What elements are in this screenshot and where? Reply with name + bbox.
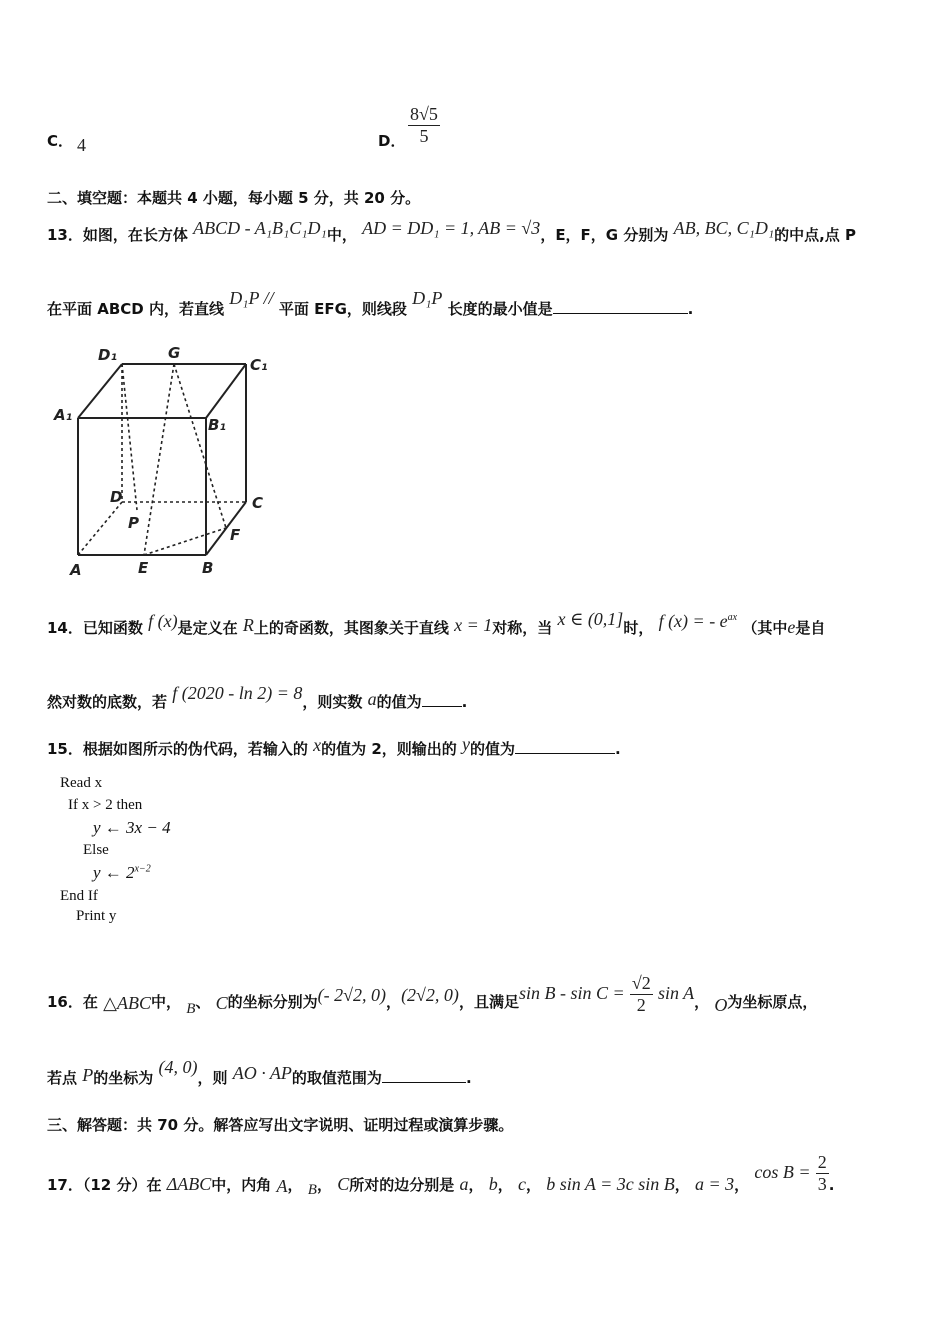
q14-func-exponent: ax: [727, 612, 738, 623]
q16-c: C: [215, 993, 228, 1013]
q14-e: e: [787, 617, 796, 637]
q13-line-expr: D₁P //: [229, 288, 274, 308]
dashed-g-f: [174, 364, 226, 528]
option-c-label: C．: [47, 132, 74, 150]
hidden-edge-a-d: [78, 502, 122, 555]
label-c1: C₁: [250, 356, 268, 374]
q15-text-2: 的值为 2，则输出的: [321, 740, 457, 758]
q13-end: .: [687, 300, 694, 318]
q17-triangle: ΔABC: [166, 1174, 212, 1194]
q17-angle-c: C: [337, 1174, 350, 1194]
q17-comma-7: ，: [734, 1176, 750, 1194]
q16-text-2: 中，: [150, 993, 181, 1011]
q13-text-5: 在平面 ABCD 内，若直线: [47, 300, 224, 318]
q17-equation-1: b sin A = 3c sin B: [546, 1174, 675, 1194]
q16-p-coord: (4, 0): [158, 1057, 198, 1077]
q16-text-1: 在: [82, 993, 98, 1011]
q14-text-5: 时，: [623, 619, 654, 637]
edge-b1-c1: [206, 364, 246, 418]
q16-text-11: ，则: [197, 1069, 228, 1087]
label-d: D: [110, 488, 123, 506]
q13-text-2: 中，: [326, 226, 357, 244]
q16-eq-right: sin A: [657, 983, 695, 1003]
q13-segment: D₁P: [412, 288, 443, 308]
code-line-6: End If: [60, 888, 98, 904]
dashed-g-e: [144, 364, 174, 555]
q14-symmetry-line: x = 1: [454, 615, 493, 635]
q16-answer-blank[interactable]: [382, 1068, 466, 1083]
q17-cos-denominator: 3: [817, 1174, 827, 1194]
question-15: [47, 734, 621, 759]
code-line-3: y ← 3x − 4: [93, 818, 171, 837]
q16-text-12: 的取值范围为: [291, 1069, 382, 1087]
q16-point-c: (2√2, 0): [401, 985, 459, 1005]
label-b: B: [202, 559, 214, 577]
option-d-denominator: 5: [419, 126, 429, 146]
q15-text-3: 的值为: [470, 740, 516, 758]
q14-function: f (x): [148, 611, 178, 631]
label-c: C: [252, 494, 264, 512]
option-d-value: [408, 104, 440, 147]
q14-end: .: [461, 693, 468, 711]
question-13-line-1: [47, 218, 857, 245]
section-3-heading: 三、解答题：共 70 分。解答应写出文字说明、证明过程或演算步骤。: [47, 1116, 514, 1134]
q17-side-a: a: [459, 1174, 469, 1194]
q16-text-5: ，: [386, 993, 402, 1011]
q16-number: 16．: [47, 993, 83, 1011]
label-b1: B₁: [208, 416, 227, 434]
question-16-line-1: [47, 973, 818, 1024]
q17-end: .: [828, 1176, 835, 1194]
q16-dot-product: AO · AP: [232, 1063, 292, 1083]
q16-eq-left: sin B - sin C =: [518, 983, 625, 1003]
q13-text-6: 平面 EFG，则线段: [278, 300, 407, 318]
option-d-label: D．: [378, 132, 406, 150]
q14-text-9: ，则实数: [302, 693, 363, 711]
q17-number: 17．: [47, 1176, 83, 1194]
q13-text-3: ，E，F，G 分别为: [540, 226, 669, 244]
q14-condition: f (2020 - ln 2) = 8: [172, 683, 303, 703]
q17-text-2: 中，内角: [211, 1176, 272, 1194]
code-line-1: Read x: [60, 775, 103, 791]
edge-a1-d1: [78, 364, 122, 418]
q14-number: 14．: [47, 619, 83, 637]
q14-text-6: （其中: [742, 619, 788, 637]
q13-text-4: 的中点,点 P: [774, 226, 857, 244]
q17-comma-6: ，: [674, 1176, 690, 1194]
q13-solid: ABCD - A₁B₁C₁D₁: [193, 218, 327, 238]
q16-eq-fraction: [630, 973, 653, 1016]
code-line-5: [93, 863, 151, 883]
dashed-d1-p: [122, 364, 137, 510]
q17-text-1: （12 分）在: [82, 1176, 162, 1194]
q17-cos-fraction: [816, 1152, 829, 1195]
code-line-2: If x > 2 then: [68, 797, 143, 813]
q16-end: .: [465, 1069, 472, 1087]
q17-angle-a: A: [276, 1176, 288, 1196]
label-d1: D₁: [98, 346, 118, 364]
q17-cos-b: cos B =: [754, 1162, 811, 1182]
dashed-e-f: [144, 528, 226, 555]
q14-domain-r: R: [242, 615, 254, 635]
q17-equation-2: a = 3: [694, 1174, 735, 1194]
q13-condition: AD = DD₁ = 1, AB = √3: [362, 218, 541, 238]
q17-side-c: c: [517, 1174, 526, 1194]
cuboid-figure: [40, 340, 280, 585]
q16-text-4: 的坐标分别为: [227, 993, 318, 1011]
q14-text-10: 的值为: [376, 693, 422, 711]
q13-number: 13．: [47, 226, 83, 244]
q17-text-3: 所对的边分别是: [349, 1176, 455, 1194]
code-line-4: Else: [83, 842, 109, 858]
q17-side-b: b: [488, 1174, 498, 1194]
q14-text-7: 是自: [795, 619, 826, 637]
q16-eq-numerator: √2: [631, 973, 651, 993]
q15-answer-blank[interactable]: [515, 739, 615, 754]
q15-x: x: [313, 735, 322, 755]
q14-func-base: f (x) = - e: [658, 611, 728, 631]
q14-a: a: [367, 689, 377, 709]
q14-interval: x ∈ (0,1]: [557, 609, 624, 629]
q16-eq-denominator: 2: [636, 995, 646, 1015]
option-c-value: 4: [77, 135, 86, 155]
q13-text-1: 如图，在长方体: [82, 226, 188, 244]
q14-func-def: [659, 611, 738, 631]
q16-text-6: ，且满足: [458, 993, 519, 1011]
label-e: E: [138, 559, 149, 577]
code-line-7: Print y: [76, 908, 117, 924]
q15-text-1: 根据如图所示的伪代码，若输入的: [82, 740, 308, 758]
code-line-5-exponent: x−2: [134, 863, 151, 875]
question-13-line-2: [47, 288, 694, 319]
q14-text-4: 对称，当: [492, 619, 553, 637]
q16-text-9: 若点: [47, 1069, 78, 1087]
q16-triangle: △ABC: [103, 993, 151, 1013]
q16-text-10: 的坐标为: [93, 1069, 154, 1087]
q17-comma-3: ，: [468, 1176, 484, 1194]
q14-text-1: 已知函数: [82, 619, 143, 637]
label-a1: A₁: [54, 406, 73, 424]
q14-text-2: 是定义在: [177, 619, 238, 637]
q14-text-3: 上的奇函数，其图象关于直线: [253, 619, 449, 637]
q16-p: P: [82, 1065, 94, 1085]
q17-comma-1: ，: [287, 1176, 303, 1194]
q16-point-b: (- 2√2, 0): [317, 985, 387, 1005]
q17-cos-numerator: 2: [817, 1152, 827, 1172]
q17-angle-b: B: [307, 1182, 317, 1198]
q16-o: O: [714, 995, 728, 1015]
question-16-line-2: [47, 1057, 472, 1088]
q13-text-7: 长度的最小值是: [447, 300, 553, 318]
code-line-5-base: y ← 2: [93, 863, 135, 882]
q13-answer-blank[interactable]: [553, 299, 688, 314]
q14-answer-blank[interactable]: [422, 692, 462, 707]
label-f: F: [230, 526, 241, 544]
q17-comma-5: ，: [525, 1176, 541, 1194]
q16-b: B: [186, 1001, 196, 1017]
label-a: A: [70, 561, 82, 579]
q15-number: 15．: [47, 740, 83, 758]
label-g: G: [168, 344, 181, 362]
section-2-heading: 二、填空题：本题共 4 小题，每小题 5 分，共 20 分。: [47, 189, 421, 207]
q17-comma-2: ，: [316, 1176, 332, 1194]
option-d-numerator: 8√5: [410, 104, 438, 124]
label-p: P: [128, 514, 139, 532]
q15-end: .: [615, 740, 621, 758]
q15-y: y: [462, 734, 471, 754]
q14-text-8: 然对数的底数，若: [47, 693, 168, 711]
q17-comma-4: ，: [497, 1176, 513, 1194]
q16-text-7: ，: [694, 993, 710, 1011]
q16-text-8: 为坐标原点，: [727, 993, 818, 1011]
question-14-line-2: [47, 683, 468, 712]
q16-text-3: 、: [195, 993, 211, 1011]
question-17: [47, 1152, 835, 1207]
question-14-line-1: [47, 609, 826, 638]
q13-midpoints: AB, BC, C₁D₁: [673, 218, 775, 238]
